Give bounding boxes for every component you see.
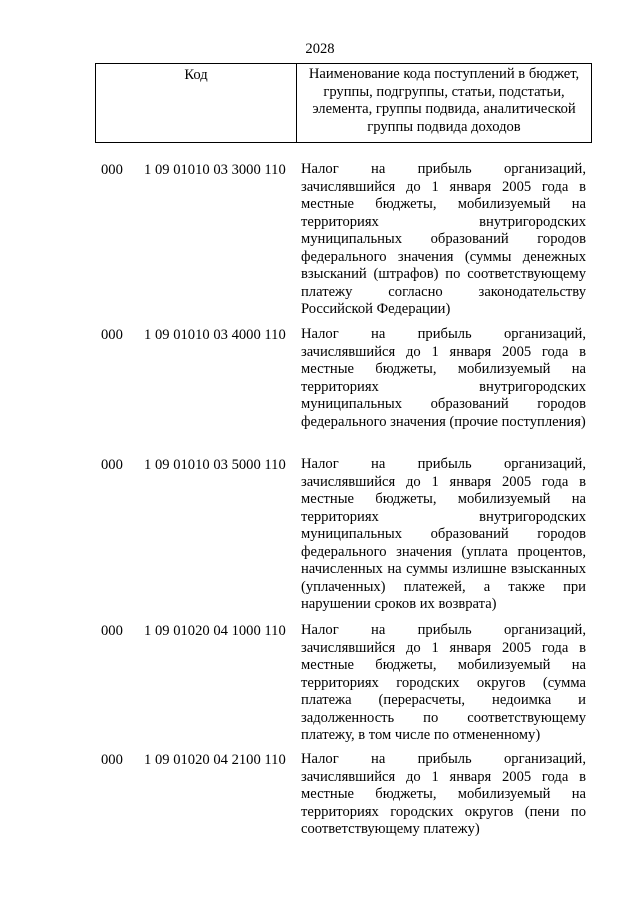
header-table <box>95 63 592 143</box>
row-number: 000 <box>101 623 123 639</box>
row-number: 000 <box>101 457 123 473</box>
header-row <box>96 64 592 143</box>
row-code: 1 09 01020 04 2100 110 <box>144 752 286 768</box>
row-description: Налог на прибыль организаций, зачислявшийся до 1 января 2005 года в местные бюджеты, мобилизуемый на территориях внутригородских муниципальных образований городов федерального значения (прочие поступления) <box>301 326 586 430</box>
header-name: Наименование кода поступлений в бюджет, группы, подгруппы, статьи, подстатьи, элемента, группы подвида, аналитической группы подвида доходов <box>297 64 592 143</box>
row-description: Налог на прибыль организаций, зачислявшийся до 1 января 2005 года в местные бюджеты, мобилизуемый на территориях внутригородских муниципальных образований городов федерального значения (суммы денежных взысканий (штрафов) по соответствующему платежу согласно законодательству Российской Федерации) <box>301 161 586 318</box>
header-code: Код <box>96 64 297 143</box>
row-number: 000 <box>101 752 123 768</box>
row-code: 1 09 01010 03 4000 110 <box>144 327 286 343</box>
row-code: 1 09 01010 03 5000 110 <box>144 457 286 473</box>
row-number: 000 <box>101 327 123 343</box>
row-description: Налог на прибыль организаций, зачислявшийся до 1 января 2005 года в местные бюджеты, мобилизуемый на территориях городских округов (пени по соответствующему платежу) <box>301 751 586 838</box>
row-number: 000 <box>101 162 123 178</box>
row-code: 1 09 01010 03 3000 110 <box>144 162 286 178</box>
page-number: 2028 <box>305 41 335 57</box>
row-code: 1 09 01020 04 1000 110 <box>144 623 286 639</box>
row-description: Налог на прибыль организаций, зачислявшийся до 1 января 2005 года в местные бюджеты, мобилизуемый на территориях внутригородских муниципальных образований городов федерального значения (уплата процентов, начисленных на суммы излишне взысканных (уплаченных) платежей, а также при нарушении сроков их возврата) <box>301 456 586 613</box>
row-description: Налог на прибыль организаций, зачислявшийся до 1 января 2005 года в местные бюджеты, мобилизуемый на территориях городских округов (сумма платежа (перерасчеты, недоимка и задолженность по соответствующему платежу, в том числе по отмененному) <box>301 622 586 744</box>
